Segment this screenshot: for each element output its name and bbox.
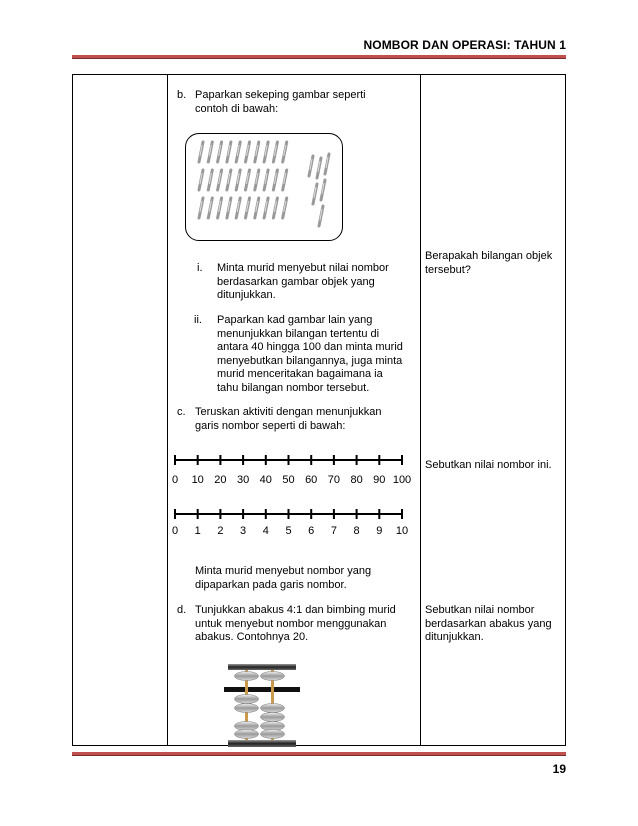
object-stick — [227, 170, 231, 190]
object-stick — [246, 198, 250, 218]
object-stick — [208, 142, 212, 162]
number-line-ones-labels — [0, 525, 638, 539]
object-stick — [273, 198, 277, 218]
object-stick — [227, 198, 231, 218]
number-line-label: 80 — [350, 474, 363, 486]
item-i-line1: Minta murid menyebut nilai nombor — [217, 262, 389, 274]
number-line-label: 10 — [395, 525, 409, 537]
item-ii-label: ii. — [194, 314, 202, 326]
object-picture-card — [185, 133, 343, 241]
question-2-line1: Sebutkan nilai nombor ini. — [425, 459, 552, 471]
object-stick — [208, 170, 212, 190]
object-stick — [246, 170, 250, 190]
object-stick — [264, 142, 268, 162]
number-line-label: 20 — [214, 474, 227, 486]
page-number: 19 — [552, 762, 566, 776]
item-i-line3: ditunjukkan. — [217, 289, 276, 301]
object-stick — [199, 142, 203, 162]
number-line-label: 2 — [217, 525, 224, 537]
number-line-label: 5 — [285, 525, 292, 537]
object-stick — [321, 180, 325, 200]
item-ii-line4: menyebutkan bilangannya, juga minta — [217, 354, 403, 367]
item-ii-line2: menunjukkan bilangan tertentu di — [217, 327, 380, 340]
object-stick — [218, 142, 222, 162]
object-stick — [273, 170, 277, 190]
object-picture — [186, 134, 341, 239]
column-divider-1 — [167, 74, 168, 746]
number-line-label: 6 — [308, 525, 315, 537]
item-c-label: c. — [177, 406, 186, 418]
number-line-tens — [170, 452, 410, 468]
item-d-line3: abakus. Contohnya 20. — [195, 631, 309, 643]
object-stick — [218, 170, 222, 190]
object-stick — [227, 142, 231, 162]
item-c-line2: garis nombor seperti di bawah: — [195, 419, 346, 432]
item-i-label: i. — [197, 262, 203, 274]
question-1-line2: tersebut? — [425, 263, 471, 276]
object-stick — [283, 170, 287, 190]
number-line-label: 0 — [171, 525, 179, 537]
number-line-label: 7 — [330, 525, 337, 537]
object-stick — [264, 198, 268, 218]
number-line-label: 9 — [376, 525, 383, 537]
object-stick — [309, 156, 313, 176]
object-stick — [264, 170, 268, 190]
footer-divider — [72, 752, 566, 756]
number-line-label: 10 — [191, 474, 204, 486]
item-c-note-line1: Minta murid menyebut nombor yang — [195, 565, 372, 577]
number-line-label: 100 — [392, 474, 412, 486]
object-stick — [319, 206, 323, 226]
number-line-label: 1 — [194, 525, 201, 537]
item-c-line1: Teruskan aktiviti dengan menunjukkan — [195, 406, 382, 418]
item-c-note-line2: dipaparkan pada garis nombor. — [195, 578, 347, 591]
question-3-line3: ditunjukkan. — [425, 631, 484, 643]
object-stick — [246, 142, 250, 162]
number-line-label: 8 — [353, 525, 360, 537]
object-stick — [208, 198, 212, 218]
number-line-label: 3 — [240, 525, 247, 537]
item-b-line2: contoh di bawah: — [195, 102, 279, 115]
object-stick — [236, 142, 240, 162]
question-1-line1: Berapakah bilangan objek — [425, 250, 553, 262]
object-stick — [218, 198, 222, 218]
object-stick — [199, 170, 203, 190]
object-stick — [236, 198, 240, 218]
question-3-line1: Sebutkan nilai nombor — [425, 604, 535, 616]
number-line-label: 30 — [236, 474, 250, 486]
object-stick — [283, 198, 287, 218]
object-stick — [317, 158, 321, 178]
item-i-line2: berdasarkan gambar objek yang — [217, 275, 375, 288]
item-d-line2: untuk menyebut nombor menggunakan — [195, 617, 387, 630]
object-stick — [325, 154, 329, 174]
question-3-line2: berdasarkan abakus yang — [425, 617, 552, 630]
object-stick — [273, 142, 277, 162]
object-stick — [313, 184, 317, 204]
number-line-label: 4 — [262, 525, 269, 537]
number-line-label: 90 — [373, 474, 386, 486]
item-b-line1: Paparkan sekeping gambar seperti — [195, 89, 366, 101]
number-line-label: 50 — [282, 474, 295, 486]
item-ii-line6: tahu bilangan nombor tersebut. — [217, 381, 370, 394]
number-line-ones — [170, 506, 410, 522]
number-line-label: 70 — [327, 474, 341, 486]
number-line-label: 0 — [171, 474, 179, 486]
page-header-title: NOMBOR DAN OPERASI: TAHUN 1 — [363, 38, 566, 52]
item-ii-line3: antara 40 hingga 100 dan minta murid — [217, 341, 403, 353]
item-ii-line1: Paparkan kad gambar lain yang — [217, 314, 373, 326]
number-line-label: 40 — [259, 474, 272, 486]
object-stick — [283, 142, 287, 162]
item-d-label: d. — [177, 604, 187, 616]
object-stick — [255, 198, 259, 218]
object-stick — [236, 170, 240, 190]
column-divider-2 — [420, 74, 421, 746]
item-b-label: b. — [177, 89, 187, 101]
object-stick — [255, 170, 259, 190]
object-stick — [199, 198, 203, 218]
item-d-line1: Tunjukkan abakus 4:1 dan bimbing murid — [195, 604, 396, 616]
abacus-image — [224, 662, 304, 748]
number-line-label: 60 — [305, 474, 318, 486]
object-stick — [255, 142, 259, 162]
number-line-tens-labels — [0, 474, 638, 488]
header-divider — [72, 55, 566, 59]
item-ii-line5: murid menceritakan bagaimana ia — [217, 368, 383, 380]
